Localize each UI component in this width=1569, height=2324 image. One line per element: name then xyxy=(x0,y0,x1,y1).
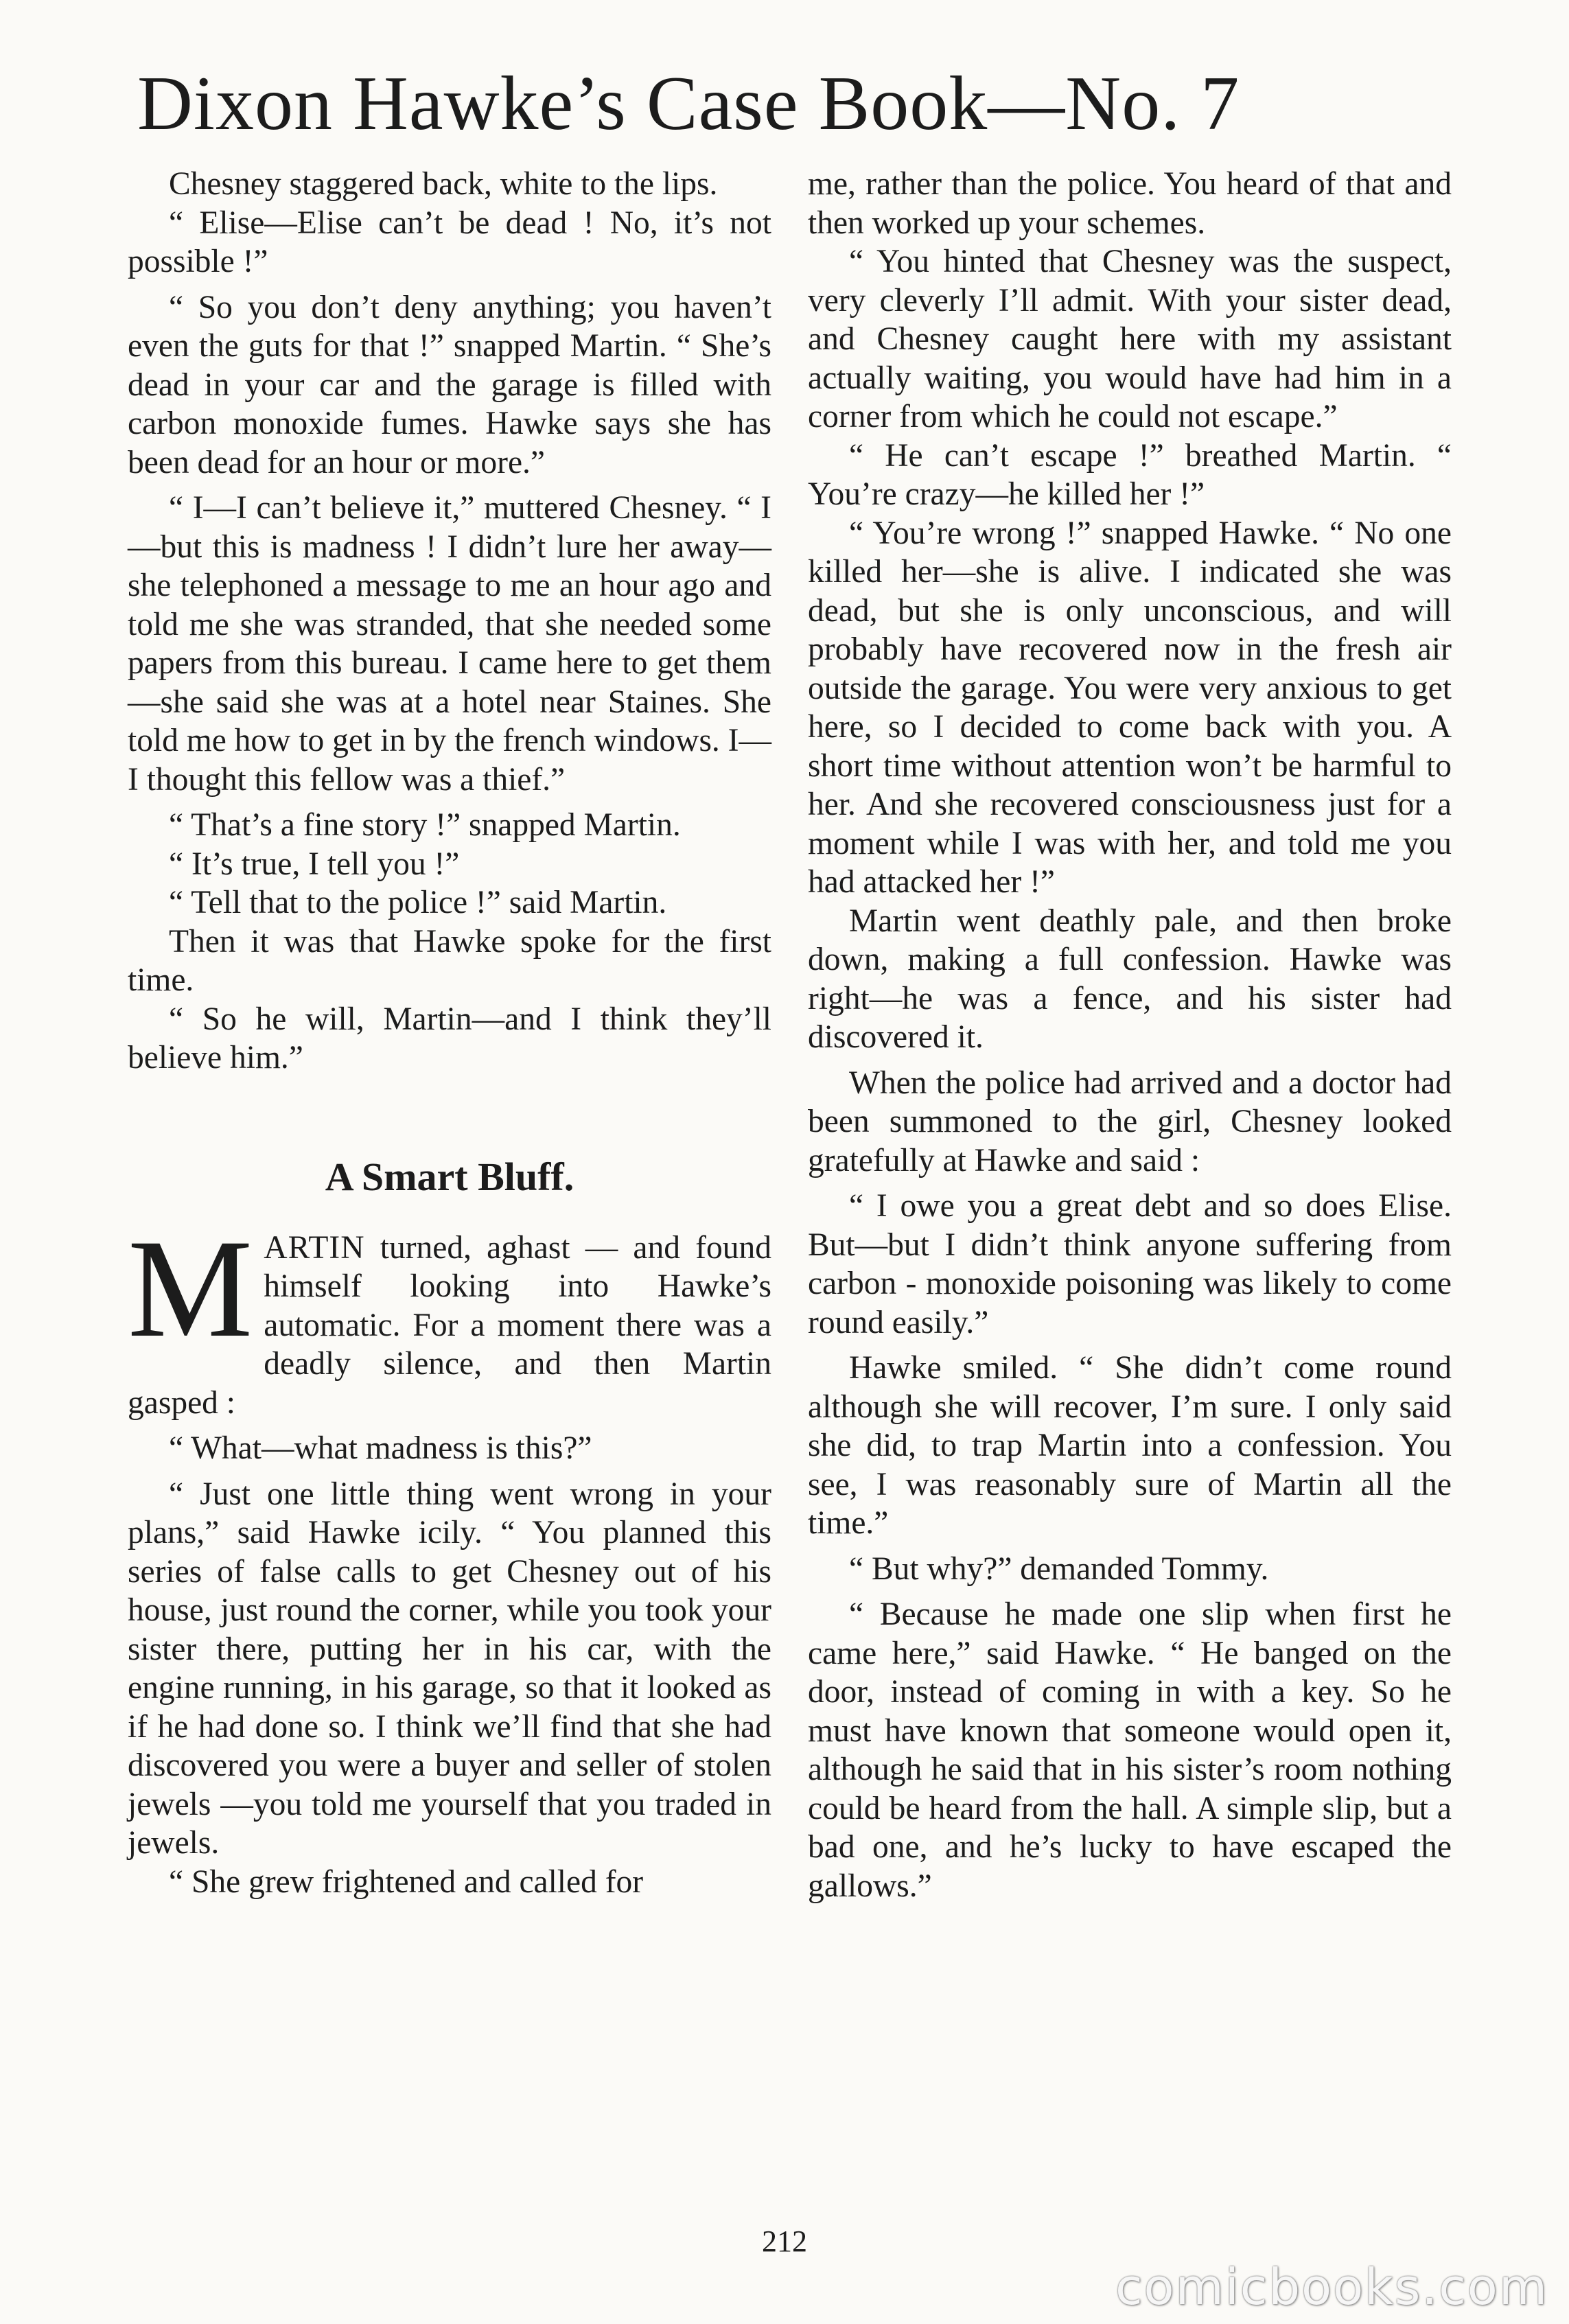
paragraph: When the police had arrived and a doctor had been summoned to the girl, Chesney looked gratefully at Hawke and said : xyxy=(808,1065,1452,1178)
paragraph: Chesney staggered back, white to the lips. xyxy=(169,166,718,202)
paragraph: “ I owe you a great debt and so does Elise. But—but I didn’t think anyone suffering from carbon - monoxide poisoning was likely to come round easily.” xyxy=(808,1188,1452,1340)
paragraph: “ So you don’t deny anything; you haven’t even the guts for that !” snapped Martin. “ She’s dead in your car and the garage is filled with carbon monoxide fumes. Hawke says she has been dead for an hour or more.” xyxy=(128,289,771,480)
watermark: comicbooks.com xyxy=(1115,2258,1548,2316)
page-title: Dixon Hawke’s Case Book—No. 7 xyxy=(137,61,1240,146)
right-column xyxy=(808,165,1452,1905)
dropcap-letter: M xyxy=(128,1210,253,1367)
paragraph: “ That’s a fine story !” snapped Martin. xyxy=(169,807,681,843)
paragraph: “ It’s true, I tell you !” xyxy=(169,846,460,882)
paragraph: Then it was that Hawke spoke for the first time. xyxy=(128,923,771,998)
paragraph: “ You’re wrong !” snapped Hawke. “ No one killed her—she is alive. I indicated she was dead, but she is only unconscious, and will probably have recovered now in the fresh air outside the garage. You were very anxious to get here, so I decided to come back with you. A short time without attention won’t be harmful to her. And she recovered consciousness just for a moment while I was with her, and told me you had attacked her !” xyxy=(808,515,1452,900)
section-heading: A Smart Bluff. xyxy=(325,1154,574,1199)
paragraph: “ But why?” demanded Tommy. xyxy=(849,1550,1269,1587)
dropcap-rest: turned, aghast — and found himself looking into Hawke’s automatic. For a moment there was a deadly silence, and then Martin gasped : xyxy=(128,1229,771,1421)
paragraph: “ You hinted that Chesney was the suspect, very cleverly I’ll admit. With your sister dead, and Chesney caught here with my assistant actually waiting, you would have had him in a corner from which he could not escape.” xyxy=(808,244,1452,434)
paragraph: Martin went deathly pale, and then broke down, making a full confession. Hawke was right—he was a fence, and his sister had discovered it. xyxy=(808,903,1452,1055)
dropcap-first-word: ARTIN xyxy=(264,1229,365,1266)
paragraph: “ I—I can’t believe it,” muttered Chesney. “ I—but this is madness ! I didn’t lure her away—she telephoned a message to me an hour ago and told me she was stranded, that she needed some papers from this bureau. I came here to get them—she said she was at a hotel near Staines. She told me how to get in by the french windows. I—I thought this fellow was a thief.” xyxy=(128,490,771,798)
paragraph: Hawke smiled. “ She didn’t come round although she will recover, I’m sure. I only said she did, to trap Martin into a confession. You see, I was reasonably sure of Martin all the time.” xyxy=(808,1350,1452,1541)
paragraph: “ Elise—Elise can’t be dead ! No, it’s not possible !” xyxy=(128,205,771,279)
paragraph: “ Tell that to the police !” said Martin. xyxy=(169,885,667,920)
paragraph: “ She grew frightened and called for xyxy=(169,1863,644,1900)
paragraph: me, rather than the police. You heard of that and then worked up your schemes. xyxy=(808,166,1452,241)
paragraph: “ Just one little thing went wrong in your plans,” said Hawke icily. “ You planned this series of false calls to get Chesney out of his house, just round the corner, while you took your sister there, putting her in his car, with the engine running, in his garage, so that it looked as if he had done so. I think we’ll find that she had discovered you were a buyer and seller of stolen jewels —you told me yourself that you traded in jewels. xyxy=(128,1476,771,1861)
paragraph: “ He can’t escape !” breathed Martin. “ You’re crazy—he killed her !” xyxy=(808,437,1452,512)
paragraph: “ What—what madness is this?” xyxy=(169,1430,592,1466)
paragraph: “ Because he made one slip when first he came here,” said Hawke. “ He banged on the door, instead of coming in with a key. So he must have known that someone would open it, although he said that in his sister’s room nothing could be heard from the hall. A simple slip, but a bad one, and he’s lucky to have escaped the gallows.” xyxy=(808,1596,1452,1904)
dropcap-paragraph xyxy=(128,1210,771,1423)
paragraph: “ So he will, Martin—and I think they’ll believe him.” xyxy=(128,1001,771,1076)
left-column xyxy=(128,165,771,1901)
page-number: 212 xyxy=(762,2224,807,2258)
